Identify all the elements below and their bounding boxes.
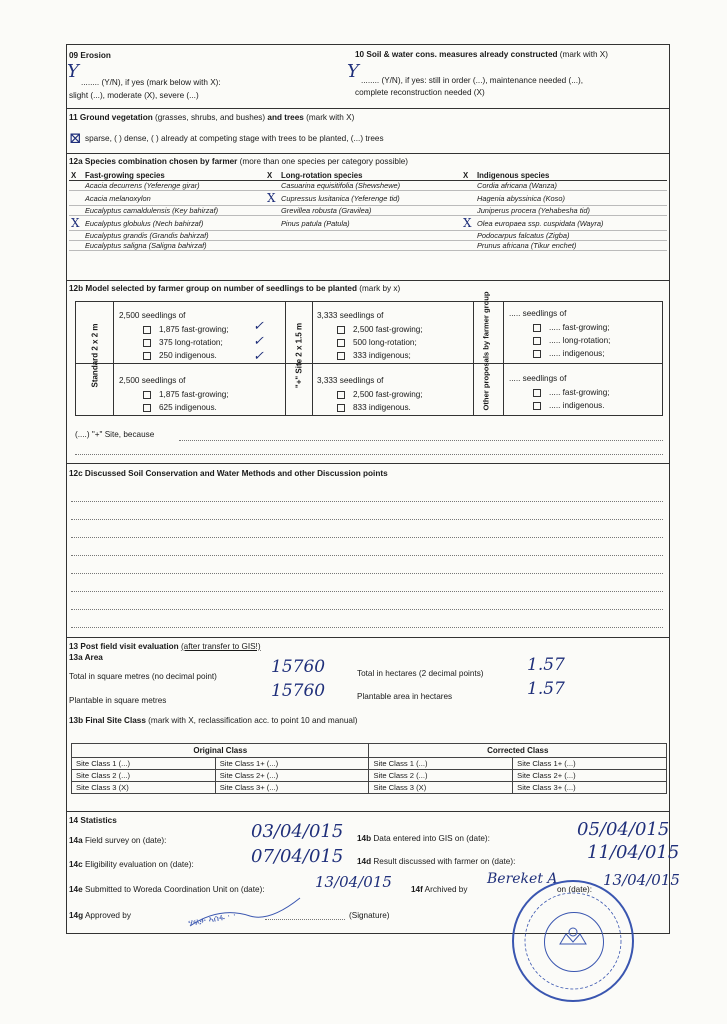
- head-long: Long-rotation species: [279, 171, 461, 181]
- s13a-title: 13a Area: [69, 653, 103, 662]
- species-table: X Fast-growing species X Long-rotation species X Indigenous species Acacia decurrens (Yeferenge girar) Casuarina equisitifolia (Shewshewe) Cordia africana (Wanza) Acacia melanoxylon X Cupressus lusitanica (Yeferenge tid) Hagenia abyssinica (Koso) Eucalyptus camaldulensis (Key bahirzaf) Grevillea robusta (Gravilea) Juniperus procera (Yehabesha tid) X Eucalyptus globulus (Nech bahirzaf) Pinus patula (Patula) X Olea europaea ssp. cuspidata (Wayra) Eucalyptus grandis (Grandis bahirzaf) Podocarpus falcatus (Zigba) Eucalyptus saligna (Saligna bahirzaf) Prunus africana (Tikur enchet): [69, 171, 667, 251]
- plus-site-label: "+" Site 2 x 1.5 m: [294, 322, 304, 389]
- other-b-cb2[interactable]: [533, 402, 541, 410]
- because-label: (....) "+" Site, because: [75, 430, 155, 439]
- other-b-cb1[interactable]: [533, 389, 541, 397]
- s12b-title: 12b Model selected by farmer group on number of seedlings to be planted: [69, 284, 357, 293]
- s14-title: 14 Statistics: [69, 816, 117, 825]
- official-stamp: [512, 880, 634, 1002]
- std-b-cb1[interactable]: [143, 391, 151, 399]
- s13-title: 13 Post field visit evaluation: [69, 642, 179, 651]
- s10-mark: Y: [347, 61, 359, 82]
- ha-value: 1.57: [527, 655, 565, 675]
- site-class-table: Original Class Corrected Class Site Class 1 (...) Site Class 1+ (...) Site Class 1 (...) Site Class 1+ (...) Site Class 2 (...) Site Class 2+ (...) Site Class 2 (...) Site Class 2+ (...) Site Class 3 (X) Site Class 3+ (...) Site Class 3 (X) Site Class 3+ (...): [71, 743, 667, 794]
- std-a-cb1[interactable]: [143, 326, 151, 334]
- s09-mark: Y: [67, 61, 79, 82]
- plant-ha-value: 1.57: [527, 679, 565, 699]
- plant-sqm-value: 15760: [271, 681, 326, 701]
- s09-title: 09 Erosion: [69, 51, 111, 60]
- other-label: Other proposals by farmer group: [481, 291, 491, 411]
- s12a-title: 12a Species combination chosen by farmer: [69, 157, 238, 166]
- std-b-cb2[interactable]: [143, 404, 151, 412]
- s10-line2: complete reconstruction needed (X): [355, 88, 485, 97]
- other-a-cb1[interactable]: [533, 324, 541, 332]
- standard-label: Standard 2 x 2 m: [90, 323, 100, 388]
- plus-b-cb1[interactable]: [337, 391, 345, 399]
- plus-a-cb1[interactable]: [337, 326, 345, 334]
- s11-title-and: and trees: [267, 113, 304, 122]
- date-14e: 13/04/015: [315, 873, 392, 891]
- std-a-cb3[interactable]: [143, 352, 151, 360]
- mark-indig: X: [461, 216, 475, 231]
- s13-title-note: (after transfer to GIS!): [180, 642, 261, 651]
- mark-long: X: [265, 191, 279, 206]
- archived-by: Bereket A: [487, 871, 558, 887]
- head-fast: Fast-growing species: [83, 171, 265, 181]
- s11-title-rest: (grasses, shrubs, and bushes): [152, 113, 268, 122]
- s11-title: 11 Ground vegetation: [69, 113, 153, 122]
- std-a-ticks: ✓ ✓ ✓: [253, 319, 264, 364]
- date-14b: 05/04/015: [577, 819, 670, 840]
- date-14a: 03/04/015: [251, 821, 344, 842]
- svg-text:ሃፍታ ኣሰፋ · ·: ሃፍታ ኣሰፋ · ·: [187, 910, 237, 930]
- s12c-title: 12c Discussed Soil Conservation and Water Methods and other Discussion points: [69, 469, 388, 478]
- sqm-value: 15760: [271, 657, 326, 677]
- head-indig: Indigenous species: [475, 171, 667, 181]
- s12b-title-note: (mark by x): [356, 284, 401, 293]
- approval-signature-stamp: [186, 886, 306, 946]
- std-a-cb2[interactable]: [143, 339, 151, 347]
- s10-title: 10 Soil & water cons. measures already constructed: [355, 50, 558, 59]
- s11-mark: ⊠: [69, 129, 82, 147]
- date-14f: 13/04/015: [603, 871, 680, 889]
- s11-line: sparse, ( ) dense, ( ) already at competing stage with trees to be planted, (...) trees: [85, 134, 384, 143]
- s09-line2: slight (...), moderate (X), severe (...): [69, 91, 199, 100]
- s12a-title-note: (more than one species per category possible): [237, 157, 409, 166]
- s13b-title: 13b Final Site Class: [69, 716, 146, 725]
- s10-title-note: (mark with X): [557, 50, 608, 59]
- s10-line1: ........ (Y/N), if yes: still in order (...), maintenance needed (...),: [361, 76, 584, 85]
- other-a-cb3[interactable]: [533, 350, 541, 358]
- plus-a-cb3[interactable]: [337, 352, 345, 360]
- date-14c: 07/04/015: [251, 846, 344, 867]
- other-a-cb2[interactable]: [533, 337, 541, 345]
- mark-fast: X: [69, 216, 83, 231]
- plus-b-cb2[interactable]: [337, 404, 345, 412]
- s11-title-note: (mark with X): [303, 113, 355, 122]
- form-page: 09 Erosion Y ........ (Y/N), if yes (mark below with X): slight (...), moderate (X), severe (...) 10 Soil & water cons. measures already constructed (mark with X) Y ........ (Y/N), if yes: still in order (...), maintenance needed (...), complete reconstruction needed (X) 11 Ground vegetation (grasses, shrubs, and bushes) and trees (mark with X) ⊠ sparse, ( ) dense, ( ) already at competing stage with trees to be planted, (...) trees 12a Species combination chosen by farmer (more than one species per category possible) X Fast-growing species X Long-rotation species X Indigenous species Acacia decurrens (Yeferenge girar) Casuarina equisitifolia (Shewshewe) Cordia africana (Wanza) Acacia melanoxylon X Cupressus lusitanica (Yeferenge tid) Hagenia abyssinica (Koso) Eucalyptus camaldulensis (Key bahirzaf) Grevillea robusta (Gravilea) Juniperus procera (Yehabesha tid) X Eucalyptus globulus (Nech bahirzaf) Pinus patula (Patula) X Olea europaea ssp. cuspidata (Wayra) Eucalyptus grandis (Grandis bahirzaf) Podocarpus falcatus (Zigba) Eucalyptus saligna (Saligna bahirzaf) Prunus africana (Tikur enchet) 12b Model selected by farmer group on number of seedlings to be planted (mark by x) Standard 2 x 2 m "+" Site 2 x 1.5 m Other proposals by farmer group 2,500 seedlings of 1,875 fast-growing; 375 long-rotation; 250 indigenous. ✓ ✓ ✓ 2,500 seedlings of 1,875 fast-growing; 625 indigenous. 3,333 seedlings of 2,500 fast-growing; 500 long-rotation; 333 indigenous; 3,333 seedlings of 2,500 fast-growing; 833 indigenous. ..... seedlings of ..... fast-growing; ..... long-rotation; ..... indigenous; ..... seedlings of ..... fast-growing; ..... indigenous. (....) "+" Site, because 12c Discussed Soil Conservation and Water Methods and other Discussion points 13 Post field visit evaluation (after transfer to GIS!) 13a Area Total in square metres (no decimal point) 15760 Total in hectares (2 decimal points) 1.57 Plantable in square metres 15760 Plantable area in hectares 1.57 13b Final Site Class (mark with X, reclassification acc. to point 10 and manual) Original Class Corrected Class Site Class 1 (...) Site Class 1+ (...) Site Class 1 (...) Site Class 1+ (...) Site Class 2 (...) Site Class 2+ (...) Site Class 2 (...) Site Class 2+ (...) Site Class 3 (X) Site Class 3+ (...) Site Class 3 (X) Site Class 3+ (...) 14 Statistics 14a Field survey on (date): 03/04/015 14b Data entered into GIS on (date): 05/04/015 14c Eligibility evaluation on (date): 07/04/015 14d Result discussed with farmer on (date): 11/04/015 14e Submitted to Woreda Coordination Unit on (date): 13/04/015 14f Archived by Bereket A on (date): 13/04/015 14g Approved by (Signature): [66, 44, 670, 934]
- s09-line1: ........ (Y/N), if yes (mark below with X):: [81, 78, 221, 87]
- plus-a-cb2[interactable]: [337, 339, 345, 347]
- date-14d: 11/04/015: [587, 842, 680, 863]
